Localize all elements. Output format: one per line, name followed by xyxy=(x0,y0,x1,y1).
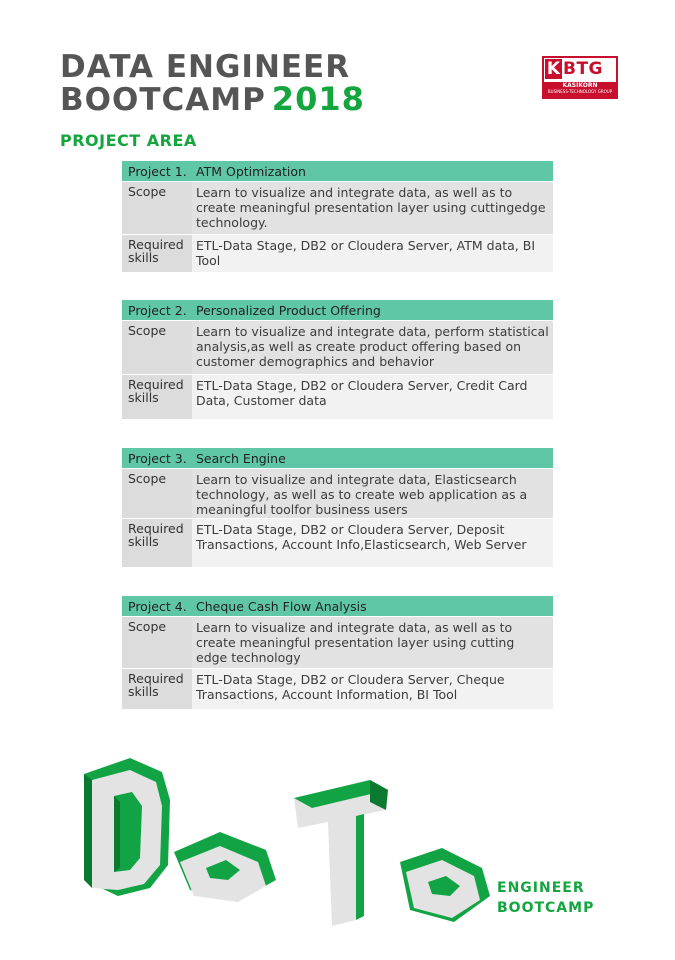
skills-text: ETL-Data Stage, DB2 or Cloudera Server, Cheque Transactions, Account Information, BI Tool xyxy=(192,669,553,709)
project-number: Project 3. xyxy=(128,450,187,466)
title-line-2 xyxy=(60,80,365,118)
scope-text: Learn to visualize and integrate data, perform statistical analysis,as well as create product offering based on customer demographics and behavior xyxy=(192,321,553,374)
skills-row xyxy=(122,375,553,419)
logo-line1: KASIKORN xyxy=(562,82,598,89)
logo-k: K xyxy=(546,59,561,79)
project-card-1 xyxy=(122,161,553,272)
scope-text: Learn to visualize and integrate data, Elasticsearch technology, as well as to create web application as a meaningful toolfor business users xyxy=(192,469,553,518)
skills-row xyxy=(122,235,553,272)
project-name: Personalized Product Offering xyxy=(196,302,381,318)
project-card-3 xyxy=(122,448,553,567)
tag-bootcamp: BOOTCAMP xyxy=(497,900,595,916)
project-header xyxy=(122,161,553,181)
skills-row xyxy=(122,519,553,567)
project-header xyxy=(122,596,553,616)
skills-row xyxy=(122,669,553,709)
scope-label: Scope xyxy=(122,182,192,234)
scope-label: Scope xyxy=(122,469,192,518)
tag-engineer: ENGINEER xyxy=(497,880,585,896)
skills-label: Required skills xyxy=(122,669,192,709)
letter-a1-art xyxy=(174,832,276,902)
skills-label: Required skills xyxy=(122,375,192,419)
kbtg-logo xyxy=(542,56,618,99)
scope-text: Learn to visualize and integrate data, as well as to create meaningful presentation layer using cuttingedge technology. xyxy=(192,182,553,234)
scope-row xyxy=(122,617,553,668)
data-letters-art xyxy=(70,750,510,940)
skills-text: ETL-Data Stage, DB2 or Cloudera Server, ATM data, BI Tool xyxy=(192,235,553,272)
project-name: ATM Optimization xyxy=(196,163,306,179)
skills-text: ETL-Data Stage, DB2 or Cloudera Server, Credit Card Data, Customer data xyxy=(192,375,553,419)
letter-a2-art xyxy=(400,848,490,922)
scope-label: Scope xyxy=(122,321,192,374)
project-header xyxy=(122,448,553,468)
title-year: 2018 xyxy=(271,80,365,118)
project-header xyxy=(122,300,553,320)
scope-label: Scope xyxy=(122,617,192,668)
scope-row xyxy=(122,182,553,234)
letter-t-art xyxy=(294,780,388,926)
skills-text: ETL-Data Stage, DB2 or Cloudera Server, Deposit Transactions, Account Info,Elasticsearch, Web Server xyxy=(192,519,553,567)
logo-bar xyxy=(544,82,616,97)
project-number: Project 4. xyxy=(128,598,187,614)
project-name: Cheque Cash Flow Analysis xyxy=(196,598,367,614)
project-number: Project 1. xyxy=(128,163,187,179)
scope-row xyxy=(122,321,553,374)
project-number: Project 2. xyxy=(128,302,187,318)
logo-btg: BTG xyxy=(563,59,604,79)
title-bootcamp: BOOTCAMP xyxy=(60,82,266,118)
section-title: PROJECT AREA xyxy=(60,131,197,150)
skills-label: Required skills xyxy=(122,519,192,567)
skills-label: Required skills xyxy=(122,235,192,272)
project-name: Search Engine xyxy=(196,450,286,466)
scope-text: Learn to visualize and integrate data, as well as to create meaningful presentation layer using cutting edge technology xyxy=(192,617,553,668)
letter-d-art xyxy=(84,758,170,896)
title-line-1: DATA ENGINEER xyxy=(60,49,351,85)
scope-row xyxy=(122,469,553,518)
project-card-2 xyxy=(122,300,553,419)
project-card-4 xyxy=(122,596,553,709)
engineer-bootcamp-tag xyxy=(497,878,594,918)
logo-line2: BUSINESS-TECHNOLOGY GROUP xyxy=(547,89,613,94)
